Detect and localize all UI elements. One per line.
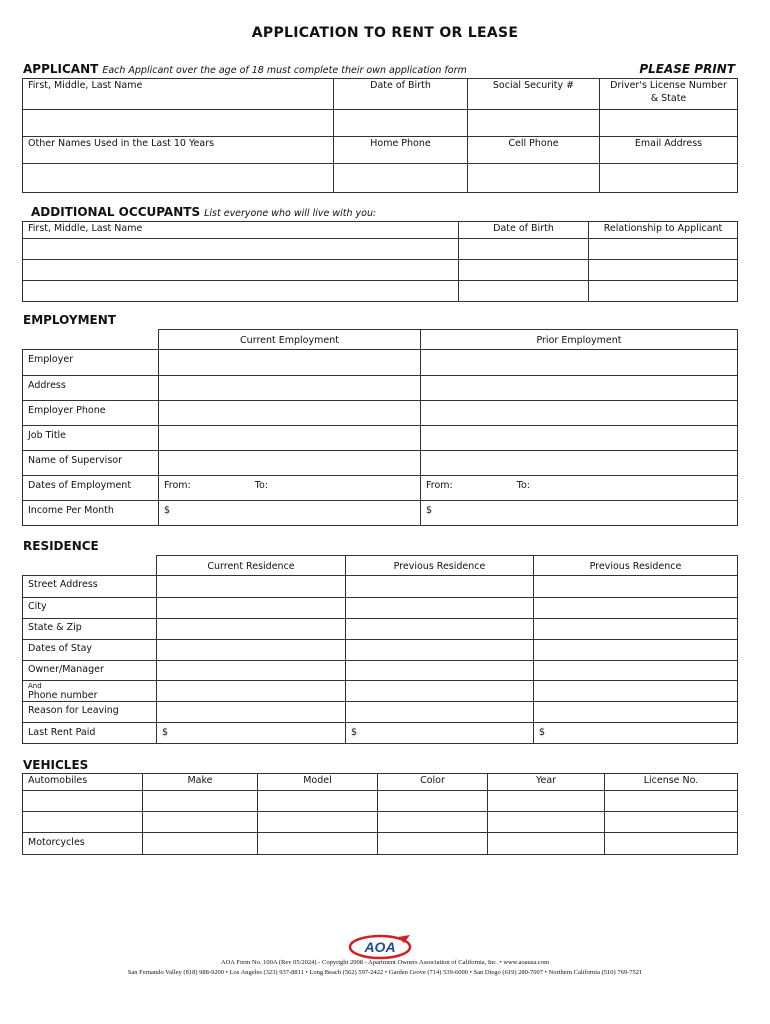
please-print: PLEASE PRINT <box>639 62 735 76</box>
prior-supervisor-field[interactable] <box>421 451 738 476</box>
prior-employer-field[interactable] <box>421 350 738 376</box>
vehicles-label-make: Make <box>143 774 258 791</box>
employment-current-header: Current Employment <box>159 330 421 350</box>
previous-rent-field-2[interactable] <box>534 723 738 744</box>
residence-label-dates: Dates of Stay <box>23 640 157 661</box>
form-title: APPLICATION TO RENT OR LEASE <box>251 25 519 41</box>
occupant-relationship-field[interactable] <box>589 260 738 281</box>
applicant-heading-text: APPLICANT <box>23 62 99 76</box>
current-rent-field[interactable] <box>157 723 346 744</box>
vehicles-label-motorcycles: Motorcycles <box>23 833 143 855</box>
vehicles-label-automobiles: Automobiles <box>23 774 143 791</box>
applicant-cell-phone-field[interactable] <box>468 164 600 193</box>
occupants-heading-text: ADDITIONAL OCCUPANTS <box>31 205 201 219</box>
previous-state-zip-field-2[interactable] <box>534 619 738 640</box>
current-job-title-field[interactable] <box>159 426 421 451</box>
footer-line-1: AOA Form No. 100A (Rev 05/2024) - Copyright 2008 - Apartment Owners Association of California, Inc. • www.aoausa.com <box>220 959 550 966</box>
previous-rent-field[interactable] <box>346 723 534 744</box>
residence-heading: RESIDENCE <box>23 539 99 553</box>
current-city-field[interactable] <box>157 598 346 619</box>
dollar-sign: $ <box>164 505 171 516</box>
previous-reason-field[interactable] <box>346 702 534 723</box>
residence-label-city: City <box>23 598 157 619</box>
applicant-label-email: Email Address <box>600 137 738 164</box>
previous-owner-field-2[interactable] <box>534 661 738 681</box>
previous-phone-field-2[interactable] <box>534 681 738 702</box>
license-field[interactable] <box>605 833 738 855</box>
residence-table <box>22 555 738 744</box>
residence-label-and: And <box>28 682 42 690</box>
occupants-label-dob: Date of Birth <box>459 222 589 239</box>
to-label: To: <box>254 480 268 491</box>
occupant-relationship-field[interactable] <box>589 239 738 260</box>
residence-label-state-zip: State & Zip <box>23 619 157 640</box>
previous-city-field[interactable] <box>346 598 534 619</box>
occupant-dob-field[interactable] <box>459 239 589 260</box>
occupant-relationship-field[interactable] <box>589 281 738 302</box>
occupant-name-field[interactable] <box>23 281 459 302</box>
occupants-label-relationship: Relationship to Applicant <box>589 222 738 239</box>
from-label: From: <box>164 480 191 491</box>
applicant-label-other-names: Other Names Used in the Last 10 Years <box>23 137 334 164</box>
employment-label-dates: Dates of Employment <box>23 476 159 501</box>
vehicles-label-license: License No. <box>605 774 738 791</box>
previous-owner-field[interactable] <box>346 661 534 681</box>
residence-label-phone: Phone number <box>28 690 98 701</box>
residence-current-header: Current Residence <box>157 556 346 576</box>
employment-label-address: Address <box>23 376 159 401</box>
vehicles-label-color: Color <box>378 774 488 791</box>
employment-heading: EMPLOYMENT <box>23 313 116 327</box>
applicant-other-names-field[interactable] <box>23 164 334 193</box>
occupants-label-name: First, Middle, Last Name <box>23 222 459 239</box>
employment-corner <box>23 330 159 350</box>
occupant-dob-field[interactable] <box>459 260 589 281</box>
employment-label-income: Income Per Month <box>23 501 159 526</box>
applicant-label-dob: Date of Birth <box>334 79 468 110</box>
residence-previous-header-1: Previous Residence <box>346 556 534 576</box>
employment-label-supervisor: Name of Supervisor <box>23 451 159 476</box>
license-field[interactable] <box>605 812 738 833</box>
prior-job-title-field[interactable] <box>421 426 738 451</box>
automobile-field[interactable] <box>23 812 143 833</box>
prior-employer-phone-field[interactable] <box>421 401 738 426</box>
previous-street-field[interactable] <box>346 576 534 598</box>
occupants-table <box>22 221 738 302</box>
year-field[interactable] <box>488 812 605 833</box>
current-supervisor-field[interactable] <box>159 451 421 476</box>
current-reason-field[interactable] <box>157 702 346 723</box>
residence-label-last-rent: Last Rent Paid <box>23 723 157 744</box>
applicant-email-field[interactable] <box>600 164 738 193</box>
previous-dates-stay-field-2[interactable] <box>534 640 738 661</box>
from-label: From: <box>426 480 453 491</box>
employment-label-phone: Employer Phone <box>23 401 159 426</box>
employment-label-employer: Employer <box>23 350 159 376</box>
current-owner-field[interactable] <box>157 661 346 681</box>
model-field[interactable] <box>258 791 378 812</box>
to-label: To: <box>516 480 530 491</box>
employment-table <box>22 329 738 526</box>
logo-text: AOA <box>364 939 396 955</box>
current-income-field[interactable] <box>159 501 421 526</box>
employment-prior-header: Prior Employment <box>421 330 738 350</box>
applicant-label-name: First, Middle, Last Name <box>23 79 334 110</box>
dollar-sign: $ <box>539 727 546 738</box>
applicant-ssn-field[interactable] <box>468 110 600 137</box>
vehicles-label-model: Model <box>258 774 378 791</box>
current-employer-phone-field[interactable] <box>159 401 421 426</box>
prior-income-field[interactable] <box>421 501 738 526</box>
current-dates-field[interactable] <box>159 476 421 501</box>
color-field[interactable] <box>378 791 488 812</box>
previous-state-zip-field[interactable] <box>346 619 534 640</box>
occupant-name-field[interactable] <box>23 239 459 260</box>
automobile-field[interactable] <box>23 791 143 812</box>
make-field[interactable] <box>143 833 258 855</box>
dollar-sign: $ <box>426 505 433 516</box>
applicant-table <box>22 78 738 193</box>
current-address-field[interactable] <box>159 376 421 401</box>
vehicles-label-year: Year <box>488 774 605 791</box>
applicant-label-home-phone: Home Phone <box>334 137 468 164</box>
occupant-name-field[interactable] <box>23 260 459 281</box>
current-phone-field[interactable] <box>157 681 346 702</box>
applicant-label-ssn: Social Security # <box>468 79 600 110</box>
current-state-zip-field[interactable] <box>157 619 346 640</box>
occupants-note: List everyone who will live with you: <box>204 208 377 219</box>
previous-city-field-2[interactable] <box>534 598 738 619</box>
make-field[interactable] <box>143 812 258 833</box>
occupants-heading <box>31 205 376 219</box>
prior-address-field[interactable] <box>421 376 738 401</box>
residence-previous-header-2: Previous Residence <box>534 556 738 576</box>
applicant-home-phone-field[interactable] <box>334 164 468 193</box>
applicant-dob-field[interactable] <box>334 110 468 137</box>
model-field[interactable] <box>258 833 378 855</box>
vehicles-table <box>22 773 738 855</box>
applicant-heading <box>23 62 467 76</box>
aoa-logo <box>346 931 416 961</box>
residence-corner <box>23 556 157 576</box>
applicant-license-field[interactable] <box>600 110 738 137</box>
applicant-label-license: Driver's License Number & State <box>600 79 738 110</box>
applicant-label-cell-phone: Cell Phone <box>468 137 600 164</box>
previous-reason-field-2[interactable] <box>534 702 738 723</box>
current-employer-field[interactable] <box>159 350 421 376</box>
year-field[interactable] <box>488 791 605 812</box>
residence-label-street: Street Address <box>23 576 157 598</box>
previous-dates-stay-field[interactable] <box>346 640 534 661</box>
vehicles-heading: VEHICLES <box>23 758 89 772</box>
color-field[interactable] <box>378 833 488 855</box>
current-street-field[interactable] <box>157 576 346 598</box>
occupant-dob-field[interactable] <box>459 281 589 302</box>
dollar-sign: $ <box>351 727 358 738</box>
footer-line-2: San Fernando Valley (818) 988-9200 • Los Angeles (323) 937-8811 • Long Beach (562) 597-2422 • Garden Grove (714) 539-6000 • San Diego (619) 280-7007 • Northern California (510) 769-7521 <box>127 969 643 976</box>
make-field[interactable] <box>143 791 258 812</box>
previous-phone-field[interactable] <box>346 681 534 702</box>
dollar-sign: $ <box>162 727 169 738</box>
prior-dates-field[interactable] <box>421 476 738 501</box>
residence-label-phone-cell <box>23 681 157 702</box>
license-field[interactable] <box>605 791 738 812</box>
footer <box>0 958 770 978</box>
residence-label-owner: Owner/Manager <box>23 661 157 681</box>
model-field[interactable] <box>258 812 378 833</box>
previous-street-field-2[interactable] <box>534 576 738 598</box>
employment-label-job-title: Job Title <box>23 426 159 451</box>
applicant-name-field[interactable] <box>23 110 334 137</box>
applicant-note: Each Applicant over the age of 18 must complete their own application form <box>102 65 467 76</box>
residence-label-reason: Reason for Leaving <box>23 702 157 723</box>
current-dates-stay-field[interactable] <box>157 640 346 661</box>
color-field[interactable] <box>378 812 488 833</box>
year-field[interactable] <box>488 833 605 855</box>
